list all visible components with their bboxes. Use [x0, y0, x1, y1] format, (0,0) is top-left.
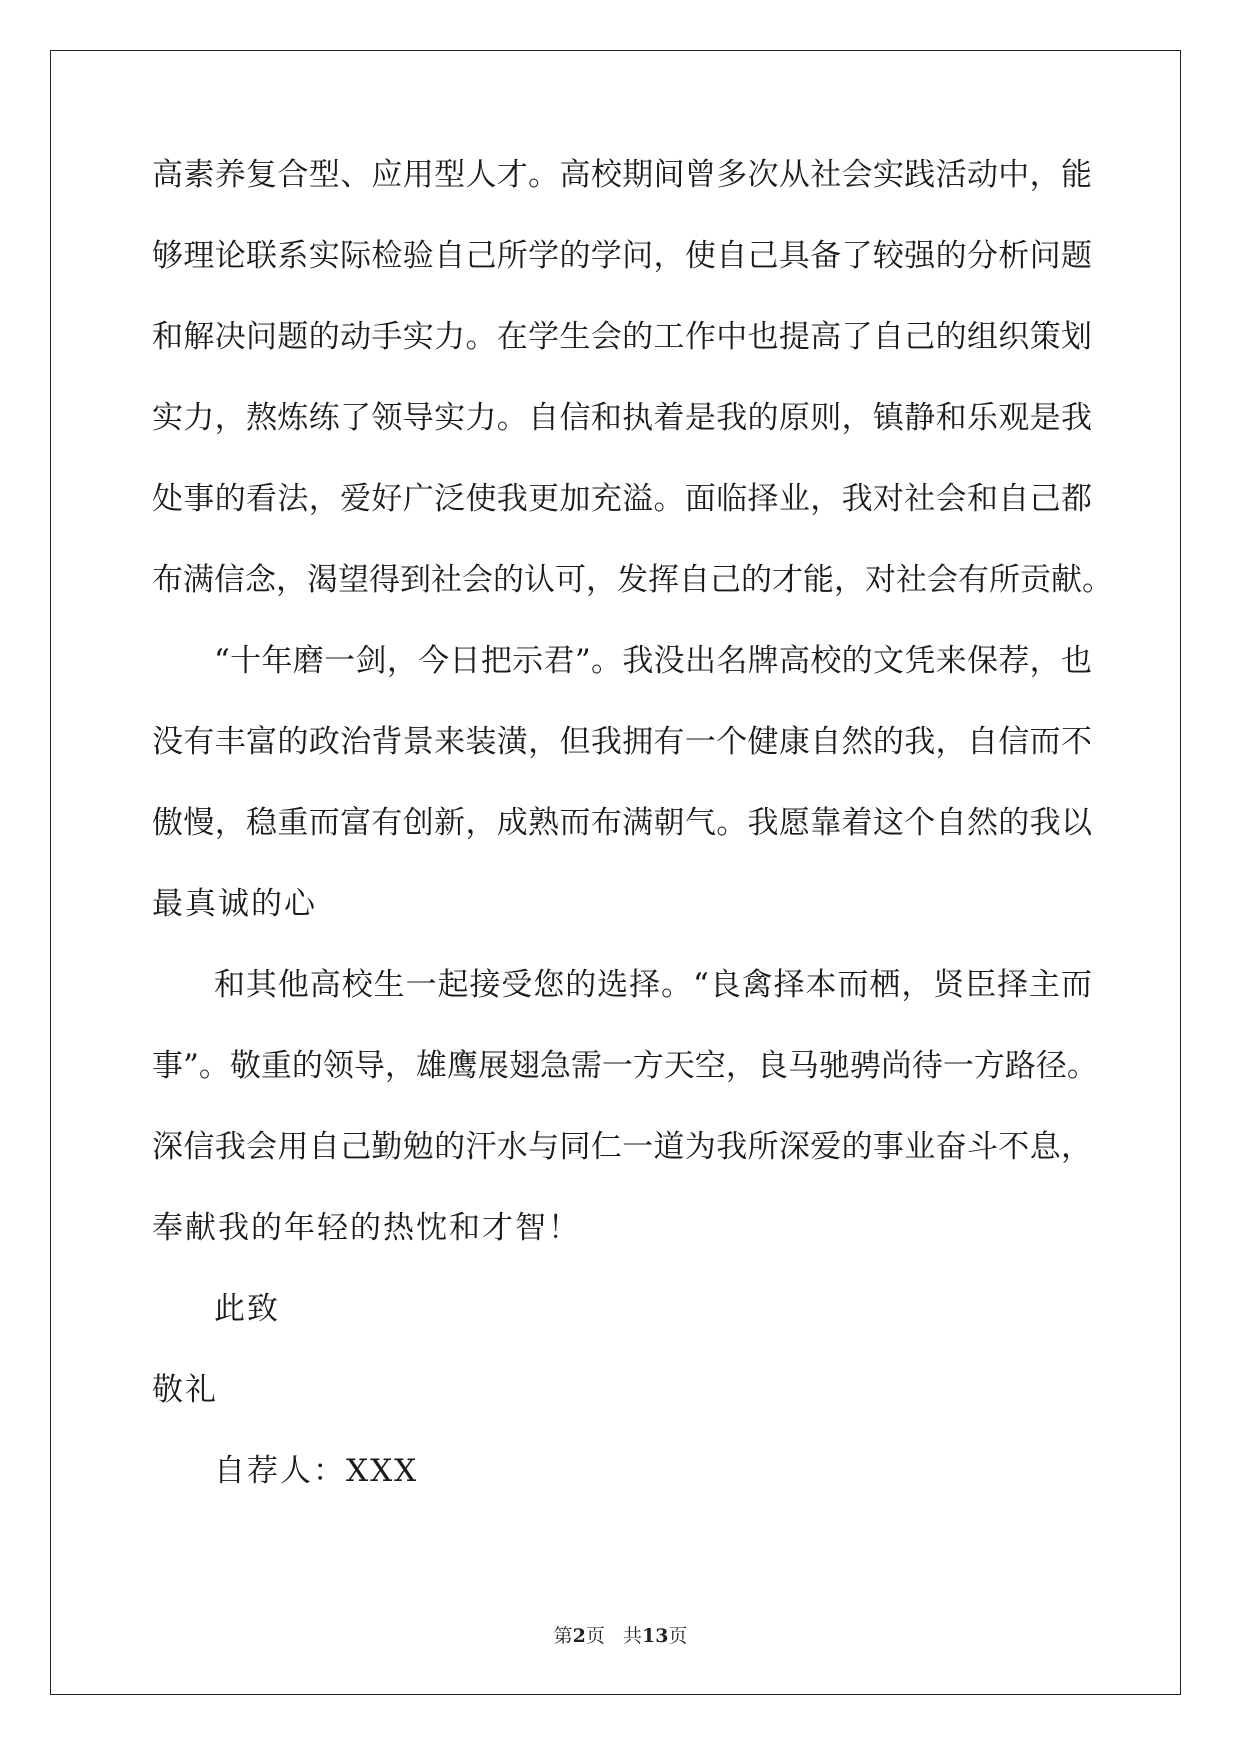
page-number-footer: [0, 1621, 1241, 1648]
text-line: 和其他高校生一起接受您的选择。“良禽择本而栖，贤臣择主而: [214, 967, 1092, 1003]
text-line: 事”。敬重的领导，雄鹰展翅急需一方天空，良马驰骋尚待一方路径。: [152, 1048, 1098, 1084]
text-line: “十年磨一剑，今日把示君”。我没出名牌高校的文凭来保荐，也: [214, 643, 1092, 679]
text-line: 实力，熬炼练了领导实力。自信和执着是我的原则，镇静和乐观是我: [152, 400, 1092, 436]
footer-page-suffix: 页: [585, 1625, 605, 1647]
text-line: 傲慢，稳重而富有创新，成熟而布满朝气。我愿靠着这个自然的我以: [152, 805, 1092, 841]
signature-line: 自荐人：XXX: [214, 1453, 419, 1489]
total-page-count: 13: [641, 1625, 669, 1647]
text-line: 布满信念，渴望得到社会的认可，发挥自己的才能，对社会有所贡献。: [152, 562, 1113, 598]
text-line: 高素养复合型、应用型人才。高校期间曾多次从社会实践活动中，能: [152, 157, 1092, 193]
text-line: 没有丰富的政治背景来装潢，但我拥有一个健康自然的我，自信而不: [152, 724, 1092, 760]
text-line: 最真诚的心: [152, 886, 317, 922]
text-line: 够理论联系实际检验自己所学的学问，使自己具备了较强的分析问题: [152, 238, 1092, 274]
text-line: 处事的看法，爱好广泛使我更加充溢。面临择业，我对社会和自己都: [152, 481, 1092, 517]
text-line: 深信我会用自己勤勉的汗水与同仁一道为我所深爱的事业奋斗不息，: [152, 1129, 1092, 1165]
text-line: 和解决问题的动手实力。在学生会的工作中也提高了自己的组织策划: [152, 319, 1092, 355]
closing-regards: 敬礼: [152, 1372, 218, 1408]
closing-salutation: 此致: [214, 1291, 280, 1327]
current-page-number: 2: [572, 1625, 586, 1647]
footer-prefix: 第: [553, 1625, 573, 1647]
footer-total-prefix: 共: [622, 1625, 642, 1647]
document-body: [152, 157, 1113, 1537]
footer-total-suffix: 页: [668, 1625, 688, 1647]
text-line: 奉献我的年轻的热忱和才智！: [152, 1210, 581, 1246]
